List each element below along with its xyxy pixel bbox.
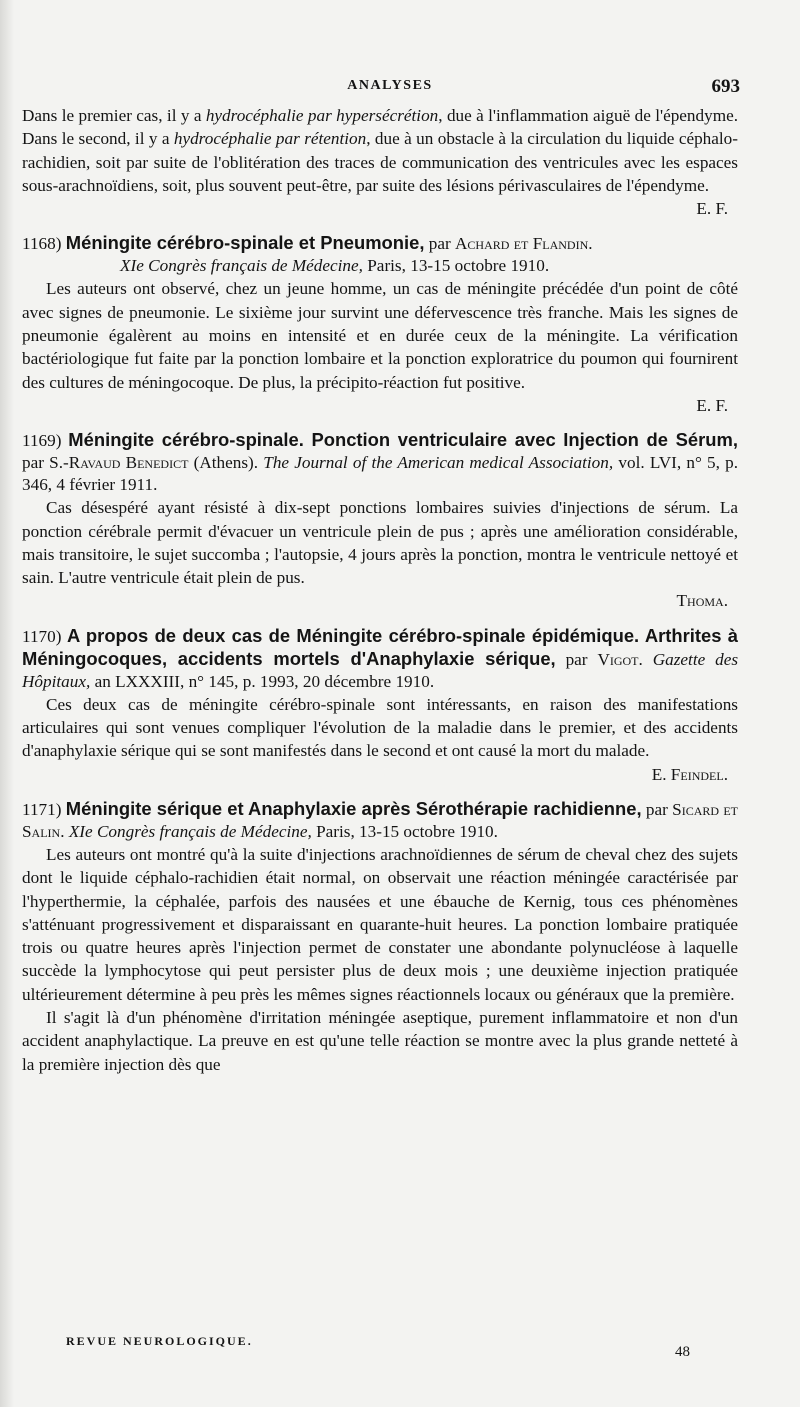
journal-name: REVUE NEUROLOGIQUE.	[66, 1334, 253, 1348]
entry-number: 1171)	[22, 799, 62, 819]
entry-by: par	[645, 799, 668, 819]
entry-body: Les auteurs ont montré qu'à la suite d'injections arachnoïdiennes de sérum de cheval chez des sujets dont le liquide céphalo-rachidien était normal, on observait une réaction méningée caractérisée par l'hyperthermie, la céphalée, parfois des nausées et une ébauche de Kernig, tous ces phénomènes s'atténuant progressivement et disparaissant en quarante-huit heures. La ponction lombaire pratiquée trois ou quatre heures après l'injection permet de constater une abondante polynucléose à laquelle succède la lymphocytose qui peut persister plus de deux mois ; une deuxième injection pratiquée ultérieurement détermine à peu près les mêmes signes réactionnels locaux ou généraux que la première.	[22, 844, 738, 1004]
intro-paragraph	[22, 104, 738, 197]
entry-title: Méningite cérébro-spinale. Ponction ventriculaire avec Injection de Sérum,	[68, 429, 738, 451]
entry-by: par	[22, 453, 44, 473]
entry-heading	[22, 429, 738, 496]
entry-source: Gazette des Hôpitaux,	[22, 649, 739, 691]
entry-signature: E. F.	[696, 395, 728, 415]
page-number: 693	[711, 76, 740, 97]
entry-heading	[22, 232, 738, 277]
entry-details: Paris, 13-15 octobre 1910.	[316, 821, 498, 841]
sheet-number: 48	[675, 1344, 690, 1360]
entry-details: vol. LVI, n° 5, p. 346, 4 février 1911.	[22, 453, 739, 495]
entry-authors: S.-Ravaud Benedict	[49, 453, 189, 473]
entry-number: 1170)	[22, 626, 62, 646]
entry-1170	[22, 625, 738, 786]
entry-body: Les auteurs ont observé, chez un jeune homme, un cas de méningite précédée d'un point de côté avec signes de pneumonie. Le sixième jour survint une défervescence très franche. Mais les signes de pneumonie égalèrent au moins en intensité et en durée ceux de la méningite. La vérification bactériologique fut faite par la ponction lombaire et la ponction exploratrice du poumon qui fournirent des cultures de méningocoque. De plus, la précipito-réaction fut positive.	[22, 279, 738, 392]
running-head	[40, 76, 740, 100]
entry-number: 1169)	[22, 431, 62, 451]
binding-shadow	[0, 0, 14, 1407]
entry-source: XIe Congrès français de Médecine,	[68, 821, 312, 841]
entry-title: Méningite cérébro-spinale et Pneumonie,	[65, 232, 425, 254]
entry-body: Cas désespéré ayant résisté à dix-sept ponctions lombaires suivies d'injections de sérum. La ponction cérébrale permit d'évacuer un ventricule plein de pus ; après une amélioration considérable, mais transitoire, le sujet succomba ; l'autopsie, 4 jours après la ponction, montra le ventricule nettoyé et sain. L'autre ventricule était plein de pus.	[22, 498, 738, 588]
entry-authors-location: (Athens).	[193, 453, 259, 473]
entry-title: Méningite sérique et Anaphylaxie après Sérothérapie rachidienne,	[65, 797, 642, 819]
entry-source: XIe Congrès français de Médecine,	[120, 256, 363, 276]
entry-authors: Sicard et Salin.	[22, 799, 739, 841]
entry-1169	[22, 429, 738, 612]
entry-signature: Thoma.	[676, 591, 728, 611]
entry-source: The Journal of the American medical Association,	[263, 453, 614, 473]
entry-heading	[22, 798, 738, 843]
entry-number: 1168)	[22, 234, 62, 254]
entry-heading	[22, 625, 738, 693]
entry-by: par	[428, 234, 451, 254]
section-title: ANALYSES	[347, 78, 433, 93]
entry-authors: Vigot.	[597, 649, 643, 669]
entry-body-2: Il s'agit là d'un phénomène d'irritation méningée aseptique, purement inflammatoire et non d'un accident anaphylactique. La preuve en est qu'une telle réaction se montre avec la plus grande netteté à la première injection dès que	[22, 1008, 738, 1074]
entry-1168	[22, 232, 738, 417]
intro-text-2: , due à l'inflammation aiguë de l'épendyme. Dans le second, il y a	[22, 106, 738, 149]
entry-signature: E. Feindel.	[651, 764, 728, 784]
entry-details: an LXXXIII, n° 145, p. 1993, 20 décembre 1910.	[94, 671, 435, 691]
page-footer	[60, 1330, 690, 1370]
page-content	[22, 104, 738, 1076]
entry-authors: Achard et Flandin.	[455, 234, 593, 254]
entry-details: Paris, 13-15 octobre 1910.	[367, 256, 550, 276]
intro-emphasis-2: hydrocéphalie par rétention	[173, 129, 367, 149]
entry-1171	[22, 798, 738, 1076]
entry-body: Ces deux cas de méningite cérébro-spinale sont intéressants, en raison des manifestations articulaires qui sont venues compliquer l'évolution de la maladie dans le premier, et des accidents d'anaphylaxie sérique qui se sont manifestés dans le second et ont causé la mort du malade.	[22, 694, 738, 761]
intro-signature: E. F.	[696, 199, 728, 219]
intro-emphasis-1: hydrocéphalie par hypersécrétion	[205, 106, 439, 125]
intro-text-1: Dans le premier cas, il y a	[22, 106, 206, 125]
intro-text-3: , due à un obstacle à la circulation du liquide céphalo-rachidien, soit par suite de l'oblitération des traces de communication des ventricules avec les espaces sous-arachnoïdiens, soit, plus souvent peut-être, par suite des lésions périvasculaires de l'épendyme.	[22, 129, 738, 195]
entry-title: A propos de deux cas de Méningite cérébro-spinale épidémique. Arthrites à Méningocoques, accidents mortels d'Anaphylaxie sérique,	[22, 624, 739, 669]
entry-by: par	[565, 649, 588, 669]
